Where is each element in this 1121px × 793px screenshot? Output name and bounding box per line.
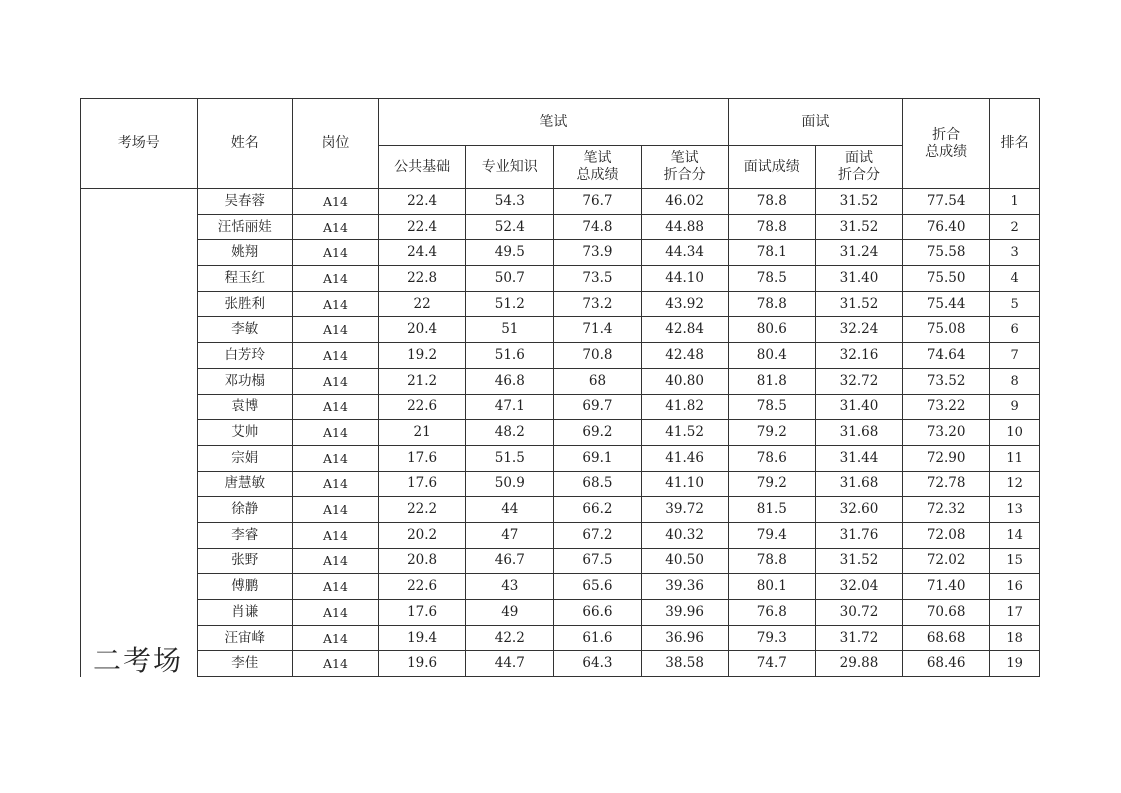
written-total-cell: 66.2: [554, 497, 641, 523]
name-cell: 肖谦: [197, 600, 292, 626]
header-interview-score: 面试成绩: [728, 146, 815, 189]
written-converted-cell: 36.96: [641, 625, 728, 651]
header-exam-site: 考场号: [81, 99, 198, 189]
written-converted-cell: 39.72: [641, 497, 728, 523]
interview-score-cell: 78.1: [728, 240, 815, 266]
professional-cell: 49: [466, 600, 554, 626]
interview-converted-cell: 31.44: [815, 445, 902, 471]
interview-converted-cell: 30.72: [815, 600, 902, 626]
header-final-line2: 总成绩: [925, 143, 968, 160]
header-written: 笔试: [379, 99, 729, 146]
written-total-cell: 69.1: [554, 445, 641, 471]
interview-score-cell: 81.8: [728, 368, 815, 394]
table-row: [81, 214, 1040, 240]
written-converted-cell: 43.92: [641, 291, 728, 317]
rank-cell: 4: [990, 266, 1040, 292]
public-basic-cell: 22.6: [379, 574, 466, 600]
table-row: [81, 394, 1040, 420]
public-basic-cell: 22.4: [379, 189, 466, 215]
public-basic-cell: 22: [379, 291, 466, 317]
interview-score-cell: 81.5: [728, 497, 815, 523]
post-cell: A14: [292, 548, 378, 574]
interview-converted-cell: 31.52: [815, 548, 902, 574]
name-cell: 邓功榻: [197, 368, 292, 394]
public-basic-cell: 22.4: [379, 214, 466, 240]
interview-converted-cell: 32.72: [815, 368, 902, 394]
final-total-cell: 75.08: [903, 317, 990, 343]
written-converted-cell: 41.82: [641, 394, 728, 420]
professional-cell: 47.1: [466, 394, 554, 420]
name-cell: 张野: [197, 548, 292, 574]
header-written-conv-line2: 折合分: [663, 167, 706, 183]
rank-cell: 10: [990, 420, 1040, 446]
written-converted-cell: 40.80: [641, 368, 728, 394]
written-total-cell: 65.6: [554, 574, 641, 600]
post-cell: A14: [292, 522, 378, 548]
header-name: 姓名: [197, 99, 292, 189]
interview-score-cell: 78.5: [728, 266, 815, 292]
public-basic-cell: 21.2: [379, 368, 466, 394]
professional-cell: 50.7: [466, 266, 554, 292]
written-converted-cell: 38.58: [641, 651, 728, 677]
table-row: [81, 548, 1040, 574]
header-written-total-line2: 总成绩: [576, 167, 619, 183]
header-rank: 排名: [990, 99, 1040, 189]
final-total-cell: 72.32: [903, 497, 990, 523]
rank-cell: 7: [990, 343, 1040, 369]
written-total-cell: 73.9: [554, 240, 641, 266]
professional-cell: 46.7: [466, 548, 554, 574]
professional-cell: 51.5: [466, 445, 554, 471]
written-total-cell: 71.4: [554, 317, 641, 343]
interview-score-cell: 78.8: [728, 291, 815, 317]
interview-converted-cell: 31.76: [815, 522, 902, 548]
header-public-basic: 公共基础: [379, 146, 466, 189]
written-converted-cell: 39.36: [641, 574, 728, 600]
score-table-body: [81, 189, 1040, 677]
professional-cell: 44: [466, 497, 554, 523]
interview-score-cell: 74.7: [728, 651, 815, 677]
written-converted-cell: 46.02: [641, 189, 728, 215]
header-final-total: [903, 99, 990, 189]
table-row: [81, 266, 1040, 292]
rank-cell: 8: [990, 368, 1040, 394]
professional-cell: 52.4: [466, 214, 554, 240]
post-cell: A14: [292, 343, 378, 369]
name-cell: 张胜利: [197, 291, 292, 317]
table-row: [81, 420, 1040, 446]
rank-cell: 13: [990, 497, 1040, 523]
written-converted-cell: 44.34: [641, 240, 728, 266]
final-total-cell: 75.58: [903, 240, 990, 266]
table-row: [81, 600, 1040, 626]
written-total-cell: 66.6: [554, 600, 641, 626]
professional-cell: 46.8: [466, 368, 554, 394]
public-basic-cell: 19.6: [379, 651, 466, 677]
public-basic-cell: 17.6: [379, 600, 466, 626]
written-total-cell: 73.2: [554, 291, 641, 317]
interview-converted-cell: 32.16: [815, 343, 902, 369]
final-total-cell: 73.20: [903, 420, 990, 446]
written-total-cell: 67.5: [554, 548, 641, 574]
written-converted-cell: 41.10: [641, 471, 728, 497]
final-total-cell: 72.78: [903, 471, 990, 497]
rank-cell: 15: [990, 548, 1040, 574]
interview-score-cell: 78.8: [728, 189, 815, 215]
interview-score-cell: 78.8: [728, 548, 815, 574]
name-cell: 艾帅: [197, 420, 292, 446]
exam-site-label: 二考场: [93, 643, 184, 677]
post-cell: A14: [292, 189, 378, 215]
final-total-cell: 77.54: [903, 189, 990, 215]
header-professional: 专业知识: [466, 146, 554, 189]
rank-cell: 14: [990, 522, 1040, 548]
interview-score-cell: 78.8: [728, 214, 815, 240]
post-cell: A14: [292, 368, 378, 394]
header-interview: 面试: [728, 99, 902, 146]
interview-converted-cell: 31.68: [815, 471, 902, 497]
professional-cell: 51.6: [466, 343, 554, 369]
professional-cell: 54.3: [466, 189, 554, 215]
interview-converted-cell: 32.60: [815, 497, 902, 523]
table-row: [81, 189, 1040, 215]
post-cell: A14: [292, 574, 378, 600]
written-total-cell: 68.5: [554, 471, 641, 497]
public-basic-cell: 22.2: [379, 497, 466, 523]
interview-score-cell: 79.2: [728, 420, 815, 446]
post-cell: A14: [292, 445, 378, 471]
table-row: [81, 522, 1040, 548]
written-total-cell: 73.5: [554, 266, 641, 292]
public-basic-cell: 22.6: [379, 394, 466, 420]
rank-cell: 5: [990, 291, 1040, 317]
final-total-cell: 75.44: [903, 291, 990, 317]
interview-score-cell: 80.4: [728, 343, 815, 369]
final-total-cell: 72.02: [903, 548, 990, 574]
name-cell: 白芳玲: [197, 343, 292, 369]
post-cell: A14: [292, 240, 378, 266]
interview-converted-cell: 31.52: [815, 189, 902, 215]
post-cell: A14: [292, 317, 378, 343]
header-post: 岗位: [292, 99, 378, 189]
rank-cell: 16: [990, 574, 1040, 600]
interview-converted-cell: 31.68: [815, 420, 902, 446]
professional-cell: 44.7: [466, 651, 554, 677]
header-written-conv-line1: 笔试: [670, 150, 699, 166]
final-total-cell: 68.68: [903, 625, 990, 651]
rank-cell: 12: [990, 471, 1040, 497]
name-cell: 袁博: [197, 394, 292, 420]
interview-converted-cell: 31.40: [815, 266, 902, 292]
final-total-cell: 70.68: [903, 600, 990, 626]
interview-score-cell: 80.1: [728, 574, 815, 600]
header-interview-conv-line1: 面试: [844, 150, 873, 166]
written-total-cell: 69.2: [554, 420, 641, 446]
name-cell: 姚翔: [197, 240, 292, 266]
interview-score-cell: 78.5: [728, 394, 815, 420]
name-cell: 徐静: [197, 497, 292, 523]
post-cell: A14: [292, 600, 378, 626]
final-total-cell: 74.64: [903, 343, 990, 369]
professional-cell: 51: [466, 317, 554, 343]
public-basic-cell: 19.4: [379, 625, 466, 651]
interview-converted-cell: 31.72: [815, 625, 902, 651]
final-total-cell: 71.40: [903, 574, 990, 600]
post-cell: A14: [292, 214, 378, 240]
written-total-cell: 74.8: [554, 214, 641, 240]
name-cell: 程玉红: [197, 266, 292, 292]
post-cell: A14: [292, 471, 378, 497]
rank-cell: 18: [990, 625, 1040, 651]
name-cell: 吴春蓉: [197, 189, 292, 215]
name-cell: 唐慧敏: [197, 471, 292, 497]
interview-converted-cell: 29.88: [815, 651, 902, 677]
name-cell: 宗娟: [197, 445, 292, 471]
post-cell: A14: [292, 651, 378, 677]
written-total-cell: 76.7: [554, 189, 641, 215]
interview-converted-cell: 32.24: [815, 317, 902, 343]
table-row: [81, 651, 1040, 677]
final-total-cell: 75.50: [903, 266, 990, 292]
final-total-cell: 68.46: [903, 651, 990, 677]
professional-cell: 43: [466, 574, 554, 600]
interview-converted-cell: 31.52: [815, 214, 902, 240]
public-basic-cell: 20.2: [379, 522, 466, 548]
interview-converted-cell: 31.52: [815, 291, 902, 317]
header-written-converted: [641, 146, 728, 189]
public-basic-cell: 17.6: [379, 471, 466, 497]
public-basic-cell: 21: [379, 420, 466, 446]
professional-cell: 48.2: [466, 420, 554, 446]
public-basic-cell: 24.4: [379, 240, 466, 266]
written-converted-cell: 42.48: [641, 343, 728, 369]
written-converted-cell: 44.88: [641, 214, 728, 240]
rank-cell: 9: [990, 394, 1040, 420]
table-row: [81, 343, 1040, 369]
written-converted-cell: 41.46: [641, 445, 728, 471]
table-row: [81, 240, 1040, 266]
written-converted-cell: 39.96: [641, 600, 728, 626]
name-cell: 汪恬丽娃: [197, 214, 292, 240]
rank-cell: 1: [990, 189, 1040, 215]
header-written-total-line1: 笔试: [583, 150, 612, 166]
post-cell: A14: [292, 266, 378, 292]
score-table: [80, 98, 1040, 677]
written-total-cell: 69.7: [554, 394, 641, 420]
interview-converted-cell: 31.24: [815, 240, 902, 266]
header-written-total: [554, 146, 641, 189]
rank-cell: 2: [990, 214, 1040, 240]
table-row: [81, 445, 1040, 471]
interview-score-cell: 79.3: [728, 625, 815, 651]
header-final-line1: 折合: [932, 126, 961, 143]
interview-score-cell: 80.6: [728, 317, 815, 343]
table-row: [81, 625, 1040, 651]
name-cell: 傅鹏: [197, 574, 292, 600]
written-total-cell: 67.2: [554, 522, 641, 548]
name-cell: 李睿: [197, 522, 292, 548]
interview-converted-cell: 31.40: [815, 394, 902, 420]
table-row: [81, 368, 1040, 394]
written-total-cell: 61.6: [554, 625, 641, 651]
rank-cell: 19: [990, 651, 1040, 677]
table-row: [81, 317, 1040, 343]
written-converted-cell: 40.32: [641, 522, 728, 548]
professional-cell: 51.2: [466, 291, 554, 317]
final-total-cell: 72.90: [903, 445, 990, 471]
final-total-cell: 76.40: [903, 214, 990, 240]
interview-converted-cell: 32.04: [815, 574, 902, 600]
header-interview-conv-line2: 折合分: [837, 167, 880, 183]
public-basic-cell: 17.6: [379, 445, 466, 471]
post-cell: A14: [292, 625, 378, 651]
professional-cell: 50.9: [466, 471, 554, 497]
written-converted-cell: 44.10: [641, 266, 728, 292]
post-cell: A14: [292, 394, 378, 420]
interview-score-cell: 79.2: [728, 471, 815, 497]
interview-score-cell: 79.4: [728, 522, 815, 548]
public-basic-cell: 22.8: [379, 266, 466, 292]
interview-score-cell: 76.8: [728, 600, 815, 626]
post-cell: A14: [292, 497, 378, 523]
post-cell: A14: [292, 420, 378, 446]
public-basic-cell: 20.4: [379, 317, 466, 343]
name-cell: 李佳: [197, 651, 292, 677]
name-cell: 李敏: [197, 317, 292, 343]
written-total-cell: 70.8: [554, 343, 641, 369]
rank-cell: 17: [990, 600, 1040, 626]
rank-cell: 11: [990, 445, 1040, 471]
table-row: [81, 471, 1040, 497]
final-total-cell: 72.08: [903, 522, 990, 548]
final-total-cell: 73.52: [903, 368, 990, 394]
table-row: [81, 497, 1040, 523]
exam-site-cell: [81, 189, 198, 677]
written-converted-cell: 42.84: [641, 317, 728, 343]
table-row: [81, 291, 1040, 317]
public-basic-cell: 20.8: [379, 548, 466, 574]
public-basic-cell: 19.2: [379, 343, 466, 369]
header-interview-converted: [815, 146, 902, 189]
rank-cell: 3: [990, 240, 1040, 266]
table-row: [81, 574, 1040, 600]
name-cell: 汪宙峰: [197, 625, 292, 651]
written-total-cell: 64.3: [554, 651, 641, 677]
post-cell: A14: [292, 291, 378, 317]
rank-cell: 6: [990, 317, 1040, 343]
written-total-cell: 68: [554, 368, 641, 394]
professional-cell: 49.5: [466, 240, 554, 266]
professional-cell: 47: [466, 522, 554, 548]
written-converted-cell: 40.50: [641, 548, 728, 574]
professional-cell: 42.2: [466, 625, 554, 651]
interview-score-cell: 78.6: [728, 445, 815, 471]
written-converted-cell: 41.52: [641, 420, 728, 446]
final-total-cell: 73.22: [903, 394, 990, 420]
